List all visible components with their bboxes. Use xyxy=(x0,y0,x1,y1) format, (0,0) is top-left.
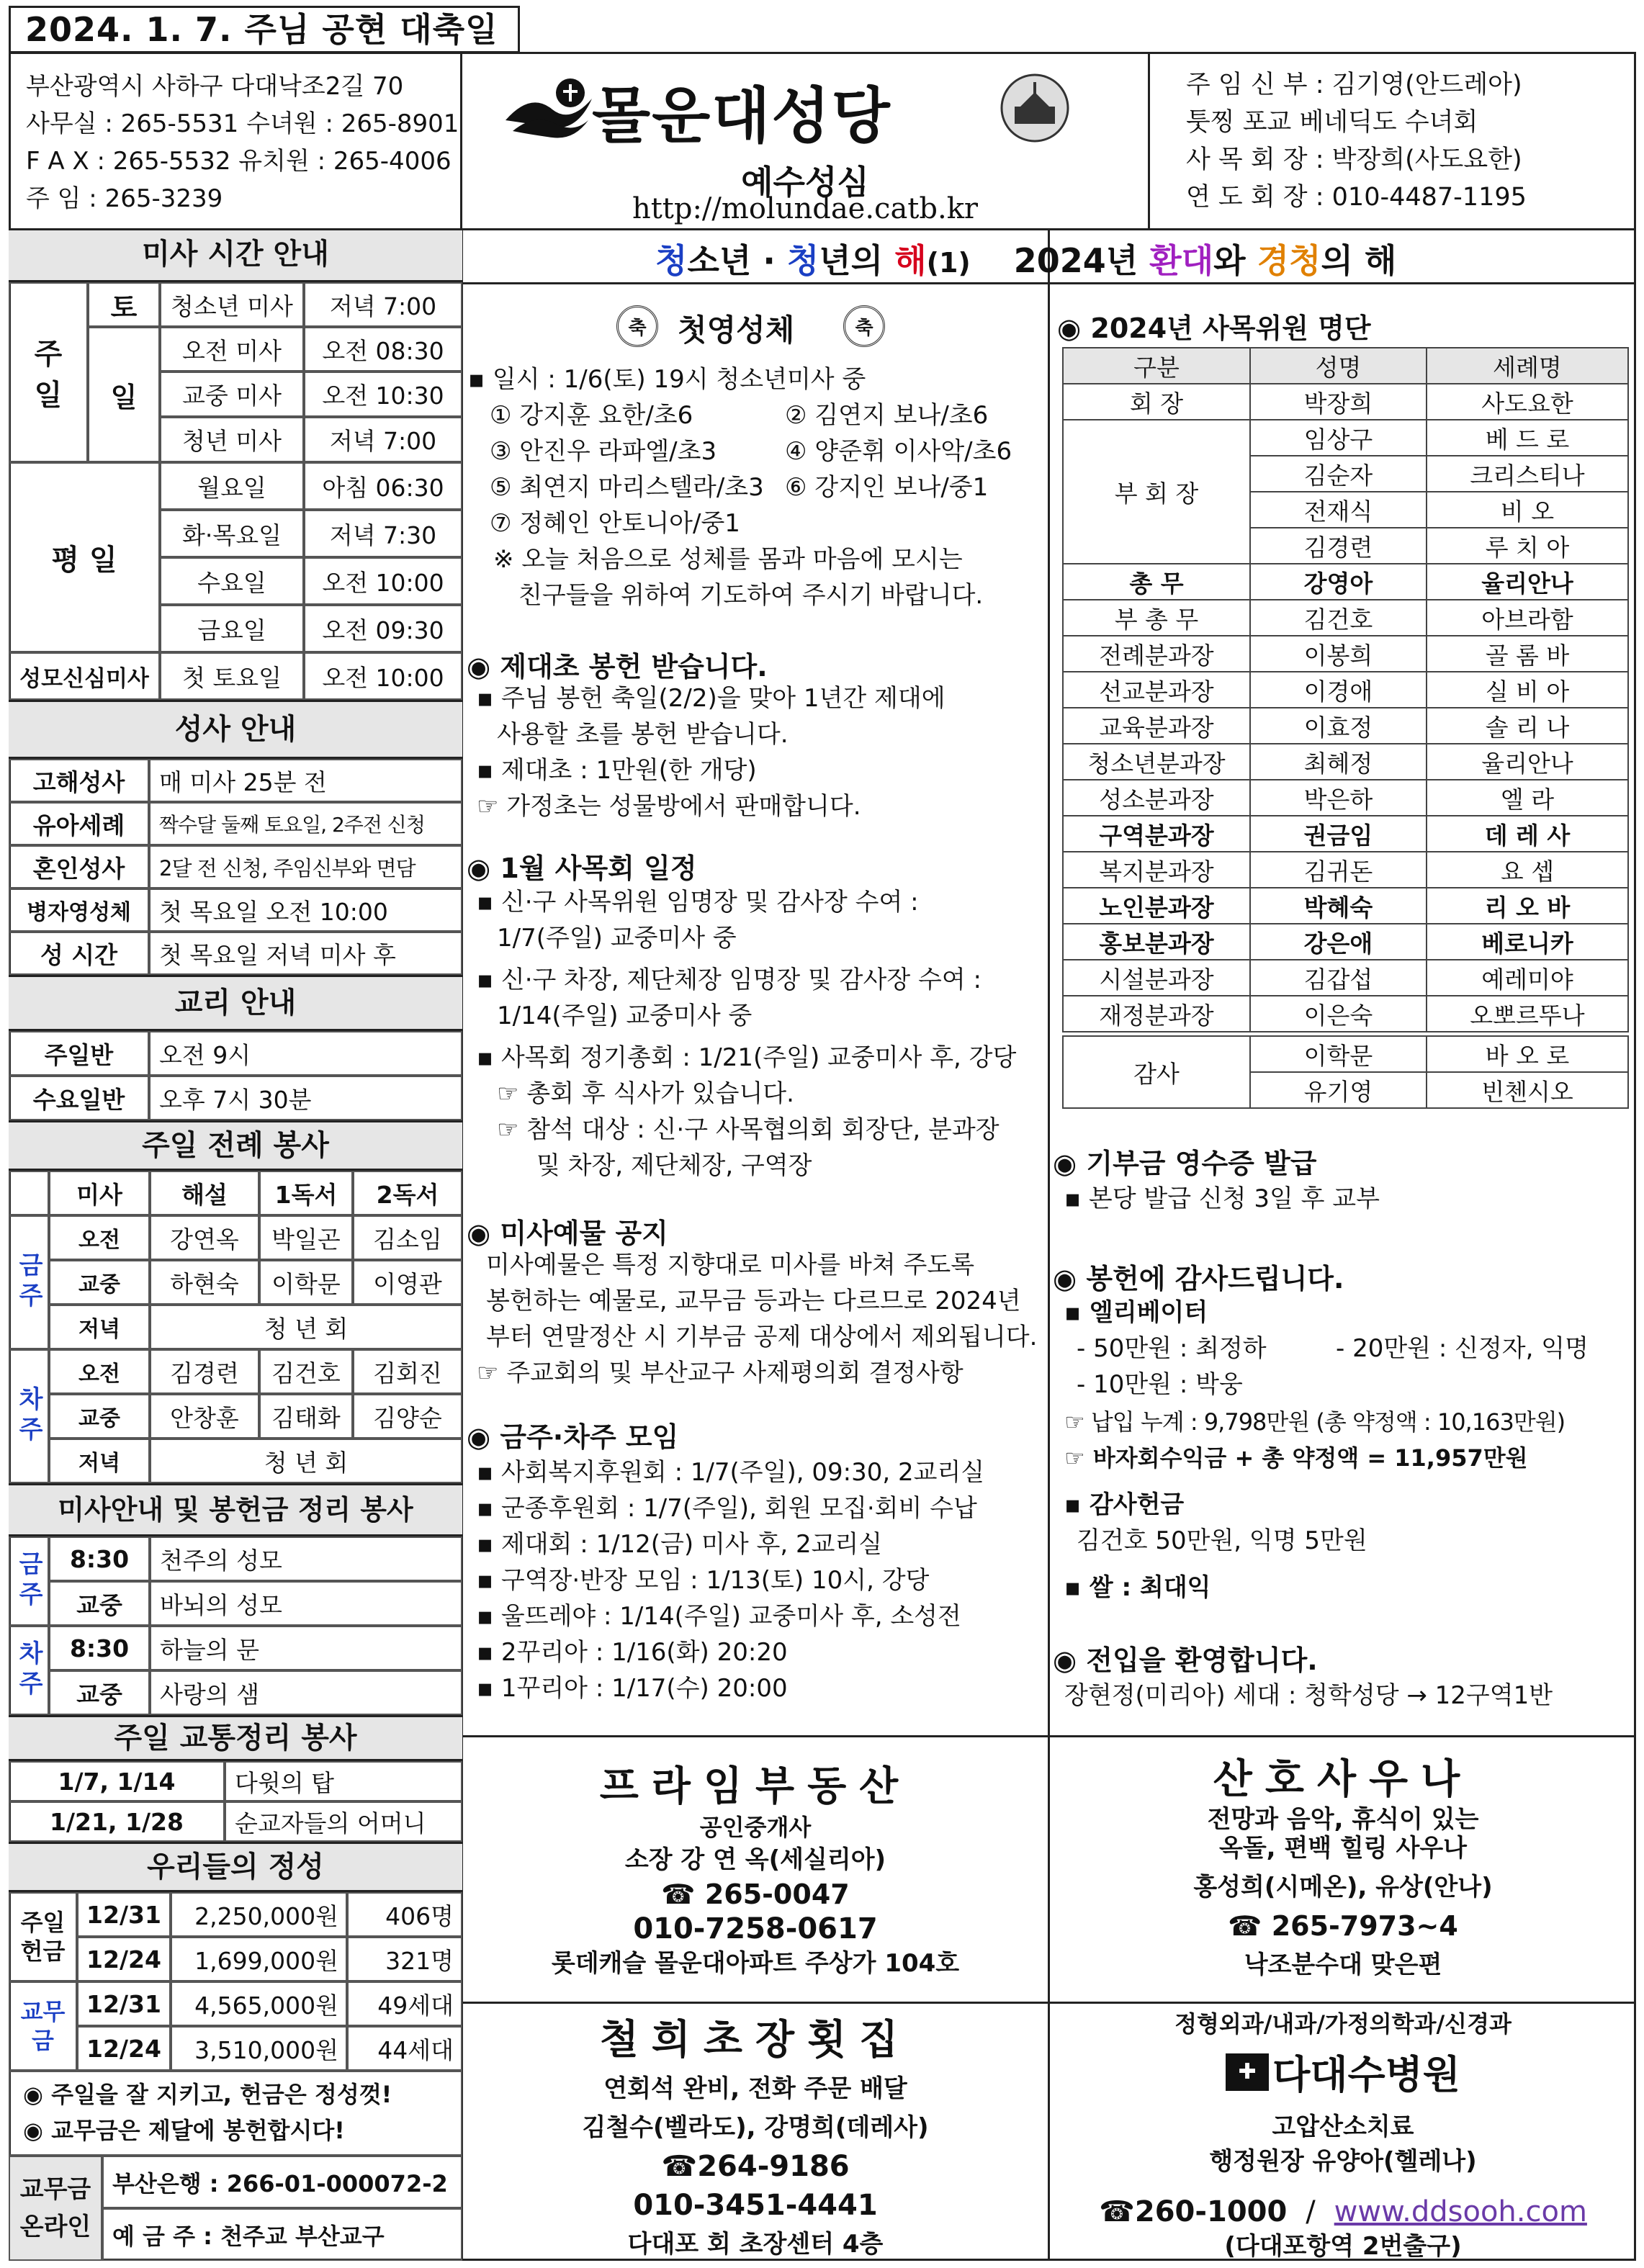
committee-name: 김경련 xyxy=(1250,528,1427,564)
restaurant-phone: ☎264-9186 xyxy=(661,2150,850,2183)
offering-count: 44세대 xyxy=(347,2026,462,2071)
receipt-title: ◉ 기부금 영수증 발급 xyxy=(1053,1148,1317,1179)
offering-date: 12/24 xyxy=(77,1937,171,1981)
donation-total: ☞ 납입 누계 : 9,798만원 (총 약정액 : 10,163만원) xyxy=(1064,1408,1566,1436)
committee-header: 세례명 xyxy=(1427,348,1628,384)
committee-role: 부 회 장 xyxy=(1063,420,1250,564)
doctrine-value: 오전 9시 xyxy=(149,1031,462,1076)
committee-role: 선교분과장 xyxy=(1063,672,1250,708)
offering-amount: 4,565,000원 xyxy=(171,1981,347,2026)
donation-line: - 20만원 : 신정자, 익명 xyxy=(1336,1334,1589,1363)
mass-name: 청소년 미사 xyxy=(160,282,304,327)
church-logo-block xyxy=(462,52,1150,230)
liturgy-reader1: 이학문 xyxy=(259,1260,353,1305)
staff-line: 툿찡 포교 베네딕도 수녀회 xyxy=(1186,108,1478,137)
schedule-title: ◉ 1월 사목회 일정 xyxy=(467,852,697,884)
liturgy-title: 주일 전례 봉사 xyxy=(9,1120,462,1171)
committee-role: 성소분과장 xyxy=(1063,780,1250,816)
committee-baptismal-name: 베 드 로 xyxy=(1427,420,1628,456)
guide-title: 미사안내 및 봉헌금 정리 봉사 xyxy=(9,1483,462,1536)
liturgy-reader1: 박일곤 xyxy=(259,1215,353,1260)
communion-note: ※ 오늘 처음으로 성체를 몸과 마음에 모시는 xyxy=(493,545,963,574)
this-week-label: 금주 xyxy=(9,1215,49,1349)
liturgy-commentator: 강연옥 xyxy=(150,1215,259,1260)
schedule-line: 1/14(주일) 교중미사 중 xyxy=(497,1002,753,1030)
schedule-line: ☞ 참석 대상 : 신·구 사목협의회 회장단, 분과장 xyxy=(497,1115,1000,1144)
committee-header-row xyxy=(1063,348,1628,384)
hospital-directions: (다대포항역 2번출구) xyxy=(1224,2232,1462,2261)
address-line: 부산광역시 사하구 다대낙조2길 70 xyxy=(26,72,404,101)
guide-mass: 8:30 xyxy=(49,1626,150,1670)
committee-row xyxy=(1063,888,1628,924)
liturgy-header: 미사 xyxy=(49,1171,150,1215)
sacrament-label: 병자영성체 xyxy=(9,888,149,932)
weekday-label: 평 일 xyxy=(9,462,160,652)
mass-time: 저녁 7:30 xyxy=(304,510,462,557)
hospital-departments: 정형외과/내과/가정의학과/신경과 xyxy=(1174,2010,1512,2038)
committee-role: 교육분과장 xyxy=(1063,708,1250,744)
guide-group: 사랑의 샘 xyxy=(150,1670,462,1715)
committee-role: 청소년분과장 xyxy=(1063,744,1250,780)
thanks-title: ◉ 봉헌에 감사드립니다. xyxy=(1053,1263,1344,1295)
mass-time: 저녁 7:00 xyxy=(304,282,462,327)
slogan: 예수성심 xyxy=(741,163,869,202)
traffic-group: 순교자들의 어머니 xyxy=(225,1801,462,1842)
sacrament-value: 2달 전 신청, 주임신부와 면담 xyxy=(149,845,462,888)
liturgy-reader2: 김양순 xyxy=(353,1394,462,1439)
sunday-label: 주 일 xyxy=(9,282,88,462)
realestate-ad xyxy=(463,1739,1048,2002)
committee-role: 총 무 xyxy=(1063,564,1250,600)
hospital-contact-row xyxy=(1050,2195,1636,2229)
guide-mass: 교중 xyxy=(49,1670,150,1715)
communicant: ⑤ 최연지 마리스텔라/초3 xyxy=(490,473,764,502)
committee-name: 김갑섭 xyxy=(1250,960,1427,996)
mass-name: 화·목요일 xyxy=(160,510,304,557)
staff-line: 연 도 회 장 : 010-4487-1195 xyxy=(1186,183,1527,212)
audit-baptismal: 바 오 로 xyxy=(1427,1036,1628,1072)
committee-row xyxy=(1063,852,1628,888)
bank-account[interactable]: 부산은행 : 266-01-000072-2 xyxy=(102,2156,462,2208)
committee-baptismal-name: 골 롬 바 xyxy=(1427,636,1628,672)
offering-amount: 3,510,000원 xyxy=(171,2026,347,2071)
saturday-label: 토 xyxy=(88,282,160,327)
audit-label: 감사 xyxy=(1063,1036,1250,1108)
staff-line: 주 임 신 부 : 김기영(안드레아) xyxy=(1186,71,1522,99)
traffic-date: 1/7, 1/14 xyxy=(9,1761,225,1801)
guide-group: 하늘의 문 xyxy=(150,1626,462,1670)
candles-line: ▪ 제대초 : 1만원(한 개당) xyxy=(477,756,757,785)
candles-line: ▪ 주님 봉헌 축일(2/2)을 맞아 1년간 제대에 xyxy=(477,684,945,713)
liturgy-mass: 교중 xyxy=(49,1394,150,1439)
committee-name: 박혜숙 xyxy=(1250,888,1427,924)
offering-count: 321명 xyxy=(347,1937,462,1981)
hospital-name-row xyxy=(1050,2044,1636,2100)
mass-time: 오전 10:00 xyxy=(304,652,462,700)
committee-baptismal-name: 엘 라 xyxy=(1427,780,1628,816)
communicant: ② 김연지 보나/초6 xyxy=(785,401,989,430)
first-communion-heading xyxy=(616,302,883,350)
committee-header: 구분 xyxy=(1063,348,1250,384)
committee-baptismal-name: 아브라함 xyxy=(1427,600,1628,636)
committee-baptismal-name: 율리안나 xyxy=(1427,564,1628,600)
candles-line: 사용할 초를 봉헌 받습니다. xyxy=(497,720,789,749)
committee-name: 강은애 xyxy=(1250,924,1427,960)
elevator-label: ▪ 엘리베이터 xyxy=(1064,1298,1208,1327)
welcome-line: 장현정(미리아) 세대 : 청학성당 → 12구역1반 xyxy=(1064,1681,1553,1710)
committee-row xyxy=(1063,708,1628,744)
church-name: 몰운대성당 xyxy=(592,81,891,151)
receipt-line: ▪ 본당 발급 신청 3일 후 교부 xyxy=(1064,1184,1380,1213)
offering-date: 12/31 xyxy=(77,1892,171,1937)
committee-name: 박장희 xyxy=(1250,384,1427,420)
committee-baptismal-name: 비 오 xyxy=(1427,492,1628,528)
committee-title: ◉ 2024년 사목위원 명단 xyxy=(1057,312,1371,344)
mass-offering-line: 봉헌하는 예물로, 교무금 등과는 다르므로 2024년 xyxy=(486,1287,1021,1315)
liturgy-mass: 오전 xyxy=(49,1349,150,1394)
separator: / xyxy=(1306,2195,1316,2228)
liturgy-reader1: 김태화 xyxy=(259,1394,353,1439)
traffic-group: 다윗의 탑 xyxy=(225,1761,462,1801)
mass-time: 아침 06:30 xyxy=(304,462,462,510)
hospital-phone: ☎260-1000 xyxy=(1099,2195,1288,2228)
offering-amount: 1,699,000원 xyxy=(171,1937,347,1981)
mass-offering-line: 미사예물은 특정 지향대로 미사를 바쳐 주도록 xyxy=(486,1251,975,1279)
committee-role: 시설분과장 xyxy=(1063,960,1250,996)
hospital-director: 행정원장 유양아(헬레나) xyxy=(1209,2147,1477,2176)
liturgy-commentator: 하현숙 xyxy=(150,1260,259,1305)
committee-baptismal-name: 데 레 사 xyxy=(1427,816,1628,852)
schedule-line: ▪ 사목회 정기총회 : 1/21(주일) 교중미사 후, 강당 xyxy=(477,1043,1017,1072)
guide-mass: 8:30 xyxy=(49,1536,150,1581)
sauna-line: 전망과 음악, 휴식이 있는 xyxy=(1207,1805,1479,1834)
hospital-line: 고압산소치료 xyxy=(1272,2112,1414,2141)
theme-banner: 청소년 · 청년의 해(1) 2024년 환대와 경청의 해 xyxy=(655,241,1397,280)
doctrine-value: 오후 7시 30분 xyxy=(149,1076,462,1120)
committee-baptismal-name: 실 비 아 xyxy=(1427,672,1628,708)
sacrament-value: 매 미사 25분 전 xyxy=(149,759,462,802)
committee-name: 김귀돈 xyxy=(1250,852,1427,888)
liturgy-reader2: 김소임 xyxy=(353,1215,462,1260)
audit-row xyxy=(1063,1036,1628,1072)
donation-line: - 10만원 : 박웅 xyxy=(1077,1370,1243,1399)
mass-name: 금요일 xyxy=(160,605,304,652)
committee-name: 박은하 xyxy=(1250,780,1427,816)
staff-info xyxy=(1150,52,1636,230)
committee-baptismal-name: 사도요한 xyxy=(1427,384,1628,420)
committee-name: 김순자 xyxy=(1250,456,1427,492)
liturgy-corner xyxy=(9,1171,49,1215)
gratitude-label: ▪ 감사헌금 xyxy=(1064,1490,1185,1519)
offering-count: 49세대 xyxy=(347,1981,462,2026)
committee-name: 임상구 xyxy=(1250,420,1427,456)
committee-role: 전례분과장 xyxy=(1063,636,1250,672)
committee-baptismal-name: 루 치 아 xyxy=(1427,528,1628,564)
sauna-line: 옥돌, 편백 힐링 사우나 xyxy=(1218,1834,1468,1863)
restaurant-line: 연회석 완비, 전화 주문 배달 xyxy=(603,2074,907,2103)
sauna-location: 낙조분수대 맞은편 xyxy=(1244,1950,1442,1979)
mass-offering-title: ◉ 미사예물 공지 xyxy=(467,1218,668,1249)
restaurant-owner: 김철수(벨라도), 강명희(데레사) xyxy=(582,2113,929,2142)
meeting-line: ▪ 사회복지후원회 : 1/7(주일), 09:30, 2교리실 xyxy=(477,1458,985,1487)
realestate-phone: ☎ 265-0047 xyxy=(661,1878,850,1910)
liturgy-mass: 저녁 xyxy=(49,1439,150,1483)
sauna-owner: 홍성희(시메온), 유상(안나) xyxy=(1193,1873,1493,1902)
welcome-title: ◉ 전입을 환영합니다. xyxy=(1053,1644,1318,1676)
liturgy-mass: 오전 xyxy=(49,1215,150,1260)
column-divider xyxy=(1048,230,1050,1735)
this-week-label: 금주 xyxy=(9,1536,49,1626)
committee-table xyxy=(1062,347,1629,1032)
offering-note: ◉ 교무금은 제달에 봉헌합시다! xyxy=(23,2117,345,2144)
meeting-line: ▪ 군종후원회 : 1/7(주일), 회원 모집·회비 수납 xyxy=(477,1494,977,1523)
online-label: 교무금 온라인 xyxy=(9,2156,102,2261)
mass-offering-line: ☞ 주교회의 및 부산교구 사제평의회 결정사항 xyxy=(477,1359,964,1387)
offering-title: 우리들의 정성 xyxy=(9,1842,462,1892)
committee-row xyxy=(1063,960,1628,996)
sacrament-label: 유아세례 xyxy=(9,802,149,845)
committee-row xyxy=(1063,744,1628,780)
communicant: ③ 안진우 라파엘/초3 xyxy=(490,437,717,466)
liturgy-header: 1독서 xyxy=(259,1171,353,1215)
sacrament-title: 성사 안내 xyxy=(9,700,462,759)
liturgy-mass: 저녁 xyxy=(49,1305,150,1349)
sunday-day-label: 일 xyxy=(88,327,160,462)
realestate-address: 롯데캐슬 몰운대아파트 주상가 104호 xyxy=(551,1949,960,1978)
gratitude-line: 김건호 50만원, 익명 5만원 xyxy=(1077,1526,1367,1555)
mass-name: 첫 토요일 xyxy=(160,652,304,700)
mass-name: 교중 미사 xyxy=(160,372,304,417)
guide-group: 천주의 성모 xyxy=(150,1536,462,1581)
guide-group: 바뇌의 성모 xyxy=(150,1581,462,1626)
committee-row xyxy=(1063,600,1628,636)
committee-row xyxy=(1063,672,1628,708)
next-week-label: 차주 xyxy=(9,1349,49,1483)
committee-name: 이봉희 xyxy=(1250,636,1427,672)
committee-header: 성명 xyxy=(1250,348,1427,384)
committee-role: 홍보분과장 xyxy=(1063,924,1250,960)
audit-name: 이학문 xyxy=(1250,1036,1427,1072)
schedule-line: 1/7(주일) 교중미사 중 xyxy=(497,924,737,953)
mass-time: 오전 08:30 xyxy=(304,327,462,372)
realestate-title: 프라임부동산 xyxy=(599,1763,912,1810)
committee-name: 강영아 xyxy=(1250,564,1427,600)
mass-offering-line: 부터 연말정산 시 기부금 공제 대상에서 제외됩니다. xyxy=(486,1323,1038,1351)
liturgy-header: 해설 xyxy=(150,1171,259,1215)
sunday-offering-label: 주일헌금 xyxy=(9,1892,77,1981)
sacrament-label: 고해성사 xyxy=(9,759,149,802)
meeting-line: ▪ 울뜨레야 : 1/14(주일) 교중미사 후, 소성전 xyxy=(477,1602,961,1631)
liturgy-reader2: 김회진 xyxy=(353,1349,462,1394)
rice-line: ▪ 쌀 : 최대익 xyxy=(1064,1573,1211,1602)
audit-name: 유기영 xyxy=(1250,1072,1427,1108)
meetings-title: ◉ 금주·차주 모임 xyxy=(467,1421,679,1453)
schedule-line: ▪ 신·구 차장, 제단체장 임명장 및 감사장 수여 : xyxy=(477,966,982,994)
communicant: ⑦ 정혜인 안토니아/중1 xyxy=(490,509,740,538)
liturgy-merged: 청 년 회 xyxy=(150,1439,462,1483)
hospital-website-link[interactable]: www.ddsooh.com xyxy=(1334,2195,1587,2228)
schedule-line: ☞ 총회 후 식사가 있습니다. xyxy=(497,1079,794,1108)
sacrament-value: 짝수달 둘째 토요일, 2주전 신청 xyxy=(149,802,462,845)
liturgy-reader1: 김건호 xyxy=(259,1349,353,1394)
doctrine-label: 주일반 xyxy=(9,1031,149,1076)
mass-times-title: 미사 시간 안내 xyxy=(9,230,462,282)
committee-name: 이경애 xyxy=(1250,672,1427,708)
committee-row xyxy=(1063,636,1628,672)
committee-name: 이효정 xyxy=(1250,708,1427,744)
committee-name: 권금임 xyxy=(1250,816,1427,852)
committee-name: 이은숙 xyxy=(1250,996,1427,1032)
liturgy-commentator: 김경련 xyxy=(150,1349,259,1394)
liturgy-commentator: 안창훈 xyxy=(150,1394,259,1439)
sacrament-label: 혼인성사 xyxy=(9,845,149,888)
phone-line: 사무실 : 265-5531 수녀원 : 265-8901 xyxy=(26,109,459,138)
realestate-mobile: 010-7258-0617 xyxy=(633,1912,878,1945)
donation-total: ☞ 바자회수익금 + 총 약정액 = 11,957만원 xyxy=(1064,1444,1528,1472)
donation-line: - 50만원 : 최정하 xyxy=(1077,1334,1267,1363)
mass-time: 오전 10:30 xyxy=(304,372,462,417)
committee-row xyxy=(1063,816,1628,852)
audit-table xyxy=(1062,1035,1629,1109)
committee-row xyxy=(1063,780,1628,816)
offering-amount: 2,250,000원 xyxy=(171,1892,347,1937)
hospital-logo-icon: ✚ xyxy=(1226,2053,1269,2091)
liturgy-mass: 교중 xyxy=(49,1260,150,1305)
account-holder: 예 금 주 : 천주교 부산교구 xyxy=(102,2208,462,2261)
realestate-line: 소장 강 연 옥(세실리아) xyxy=(624,1845,886,1874)
banner-divider xyxy=(461,282,1636,284)
sauna-title: 산호사우나 xyxy=(1213,1756,1473,1803)
committee-row xyxy=(1063,564,1628,600)
first-communion-title: 첫영성체 xyxy=(678,312,795,348)
committee-role: 재정분과장 xyxy=(1063,996,1250,1032)
meeting-line: ▪ 2꾸리아 : 1/16(화) 20:20 xyxy=(477,1638,788,1667)
restaurant-mobile: 010-3451-4441 xyxy=(633,2189,878,2222)
realestate-line: 공인중개사 xyxy=(699,1814,812,1841)
committee-row xyxy=(1063,924,1628,960)
committee-baptismal-name: 크리스티나 xyxy=(1427,456,1628,492)
next-week-label: 차주 xyxy=(9,1626,49,1715)
liturgy-header: 2독서 xyxy=(353,1171,462,1215)
hospital-ad xyxy=(1050,2005,1636,2261)
meeting-line: ▪ 제대회 : 1/12(금) 미사 후, 2교리실 xyxy=(477,1530,883,1559)
restaurant-title: 철희초장횟집 xyxy=(599,2017,912,2064)
committee-row xyxy=(1063,420,1628,456)
committee-role: 부 총 무 xyxy=(1063,600,1250,636)
mass-name: 월요일 xyxy=(160,462,304,510)
committee-role: 구역분과장 xyxy=(1063,816,1250,852)
communicant: ④ 양준휘 이사악/초6 xyxy=(785,437,1012,466)
communicant: ⑥ 강지인 보나/중1 xyxy=(785,473,989,502)
mass-name: 오전 미사 xyxy=(160,327,304,372)
doctrine-label: 수요일반 xyxy=(9,1076,149,1120)
sauna-ad xyxy=(1050,1739,1636,2002)
sauna-phone: ☎ 265-7973~4 xyxy=(1228,1910,1458,1942)
schedule-line: 및 차장, 제단체장, 구역장 xyxy=(536,1151,812,1180)
communion-note: 친구들을 위하여 기도하여 주시기 바랍니다. xyxy=(518,581,984,610)
bulletin-date: 2024. 1. 7. 주님 공현 대축일 xyxy=(9,6,520,53)
committee-name: 최혜정 xyxy=(1250,744,1427,780)
committee-row xyxy=(1063,996,1628,1032)
offering-date: 12/24 xyxy=(77,2026,171,2071)
sacrament-value: 첫 목요일 저녁 미사 후 xyxy=(149,932,462,975)
meeting-line: ▪ 1꾸리아 : 1/17(수) 20:00 xyxy=(477,1674,788,1703)
mass-name: 수요일 xyxy=(160,557,304,605)
restaurant-address: 다대포 회 초장센터 4층 xyxy=(627,2230,884,2259)
celebration-badge-icon: 축 xyxy=(616,305,658,347)
mass-name: 청년 미사 xyxy=(160,417,304,462)
first-communion-date: ▪ 일시 : 1/6(토) 19시 청소년미사 중 xyxy=(468,365,866,394)
church-url[interactable]: http://molundae.catb.kr xyxy=(632,192,979,225)
sacrament-value: 첫 목요일 오전 10:00 xyxy=(149,888,462,932)
mass-time: 오전 09:30 xyxy=(304,605,462,652)
committee-role: 노인분과장 xyxy=(1063,888,1250,924)
offering-notes xyxy=(9,2071,462,2156)
offering-note: ◉ 주일을 잘 지키고, 헌금은 정성껏! xyxy=(23,2081,392,2108)
sacrament-label: 성 시간 xyxy=(9,932,149,975)
liturgy-reader2: 이영관 xyxy=(353,1260,462,1305)
dove-logo-icon xyxy=(502,77,596,142)
meeting-line: ▪ 구역장·반장 모임 : 1/13(토) 10시, 강당 xyxy=(477,1566,930,1595)
church-emblem-icon xyxy=(999,72,1071,144)
committee-name: 전재식 xyxy=(1250,492,1427,528)
doctrine-title: 교리 안내 xyxy=(9,975,462,1031)
restaurant-ad xyxy=(463,2005,1048,2261)
church-contact xyxy=(9,52,462,230)
marian-mass-label: 성모신심미사 xyxy=(9,652,160,700)
committee-baptismal-name: 오뽀르뚜나 xyxy=(1427,996,1628,1032)
staff-line: 사 목 회 장 : 박장희(사도요한) xyxy=(1186,145,1522,174)
committee-row xyxy=(1063,384,1628,420)
candles-title: ◉ 제대초 봉헌 받습니다. xyxy=(467,651,768,683)
communicant: ① 강지훈 요한/초6 xyxy=(490,401,693,430)
traffic-date: 1/21, 1/28 xyxy=(9,1801,225,1842)
fax-line: F A X : 265-5532 유치원 : 265-4006 xyxy=(26,147,452,176)
committee-baptismal-name: 솔 리 나 xyxy=(1427,708,1628,744)
committee-baptismal-name: 리 오 바 xyxy=(1427,888,1628,924)
offering-count: 406명 xyxy=(347,1892,462,1937)
offering-date: 12/31 xyxy=(77,1981,171,2026)
schedule-line: ▪ 신·구 사목위원 임명장 및 감사장 수여 : xyxy=(477,888,919,917)
tithe-label: 교무금 xyxy=(9,1981,77,2071)
hospital-title: 다대수병원 xyxy=(1272,2052,1460,2097)
committee-role: 회 장 xyxy=(1063,384,1250,420)
mass-time: 저녁 7:00 xyxy=(304,417,462,462)
guide-mass: 교중 xyxy=(49,1581,150,1626)
committee-baptismal-name: 베로니카 xyxy=(1427,924,1628,960)
committee-role: 복지분과장 xyxy=(1063,852,1250,888)
committee-baptismal-name: 요 셉 xyxy=(1427,852,1628,888)
committee-baptismal-name: 율리안나 xyxy=(1427,744,1628,780)
committee-name: 김건호 xyxy=(1250,600,1427,636)
committee-baptismal-name: 예레미야 xyxy=(1427,960,1628,996)
celebration-badge-icon: 축 xyxy=(843,305,885,347)
candles-line: ☞ 가정초는 성물방에서 판매합니다. xyxy=(477,792,861,821)
traffic-title: 주일 교통정리 봉사 xyxy=(9,1715,462,1761)
pastor-phone-line: 주 임 : 265-3239 xyxy=(26,184,223,213)
audit-baptismal: 빈첸시오 xyxy=(1427,1072,1628,1108)
liturgy-merged: 청 년 회 xyxy=(150,1305,462,1349)
mass-time: 오전 10:00 xyxy=(304,557,462,605)
